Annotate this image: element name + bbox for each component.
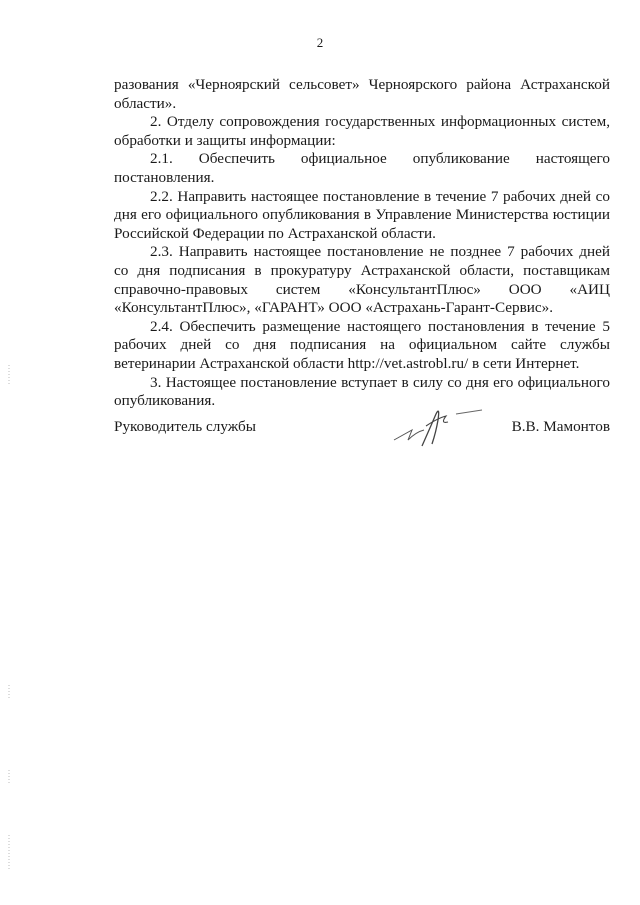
paragraph-item-2-4: 2.4. Обеспечить размещение настоящего постановления в течение 5 рабочих дней со дня подписания на официальном сайте службы ветеринарии Астраханской области http://vet.astrobl.ru/ в сети Интернет. [114, 317, 610, 372]
handwritten-signature-icon [386, 400, 496, 450]
paragraph-item-2-3: 2.3. Направить настоящее постановление не позднее 7 рабочих дней со дня подписания в прокуратуру Астраханской области, поставщикам справочно-правовых систем «КонсультантПлюс» ООО «АИЦ «КонсультантПлюс», «ГАРАНТ» ООО «Астрахань-Гарант-Сервис». [114, 243, 610, 317]
paragraph-item-2-1: 2.1. Обеспечить официальное опубликование настоящего постановления. [114, 150, 610, 186]
paragraph-item-2-2: 2.2. Направить настоящее постановление в течение 7 рабочих дней со дня его официального опубликования в Управление Министерства юстиции Российской Федерации по Астраханской области. [114, 187, 610, 242]
document-body [114, 76, 610, 411]
paragraph-continuation: разования «Черноярский сельсовет» Черноярского района Астраханской области». [114, 76, 610, 112]
signer-name: В.В. Мамонтов [511, 418, 610, 435]
paragraph-item-2: 2. Отделу сопровождения государственных информационных систем, обработки и защиты информации: [114, 113, 610, 149]
scan-margin-marks [7, 0, 11, 905]
signature-block [114, 418, 610, 458]
page-number: 2 [316, 35, 324, 50]
paragraph-item-3: 3. Настоящее постановление вступает в силу со дня его официального опубликования. [114, 373, 610, 410]
signer-title: Руководитель службы [114, 418, 256, 435]
